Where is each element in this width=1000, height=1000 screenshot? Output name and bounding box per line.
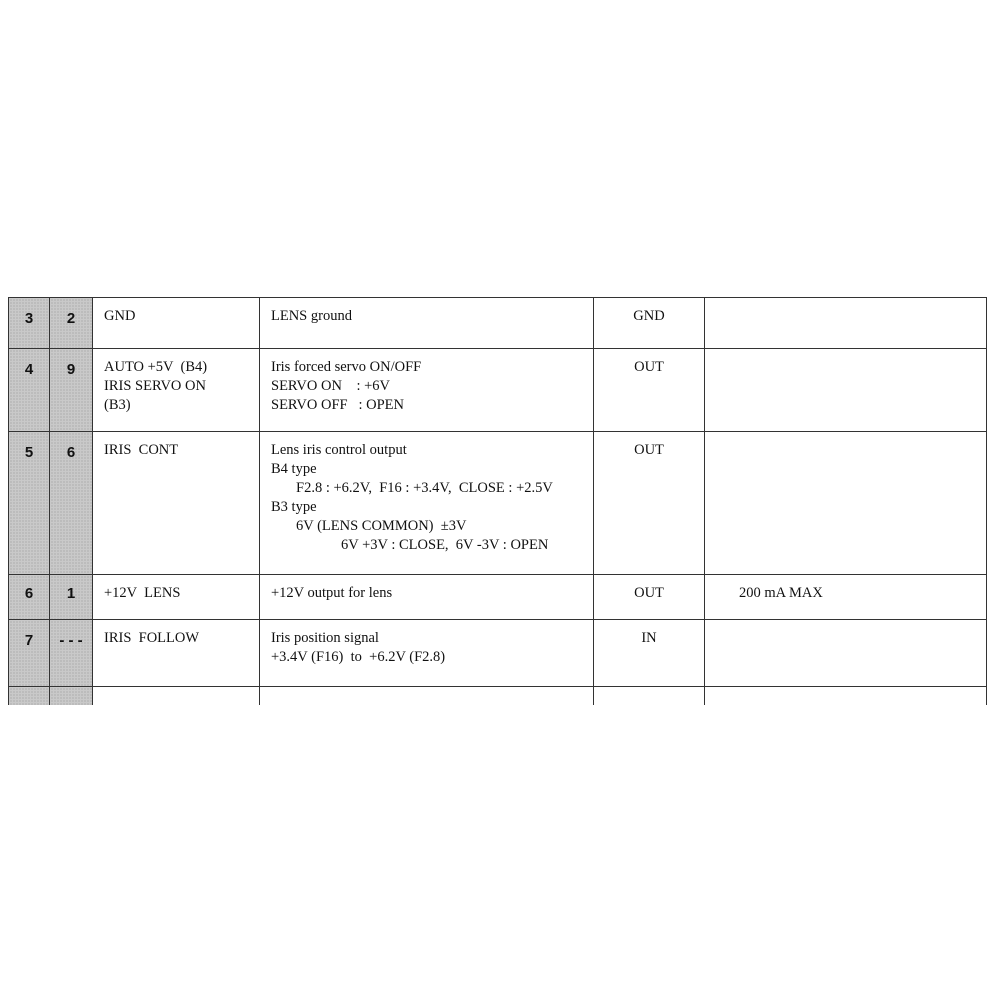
description-line: F2.8 : +6.2V, F16 : +3.4V, CLOSE : +2.5V <box>296 480 553 496</box>
description-line: Iris forced servo ON/OFF <box>271 359 422 375</box>
io-direction: IN <box>594 620 705 687</box>
pin-number-b: 1 <box>50 575 93 620</box>
signal-line: GND <box>104 308 136 324</box>
io-direction <box>594 687 705 706</box>
description-line: SERVO ON : +6V <box>271 378 390 394</box>
pin-number-a: 6 <box>9 575 50 620</box>
table-row <box>9 298 987 349</box>
table-row <box>9 349 987 432</box>
description-line: +3.4V (F16) to +6.2V (F2.8) <box>271 649 446 665</box>
table-row <box>9 620 987 687</box>
signal-description <box>260 687 594 706</box>
io-direction: OUT <box>594 575 705 620</box>
signal-description <box>260 575 594 620</box>
description-line: +12V output for lens <box>271 585 393 601</box>
description-line: Lens iris control output <box>271 442 407 458</box>
signal-name <box>93 432 260 575</box>
io-direction: OUT <box>594 349 705 432</box>
signal-description <box>260 620 594 687</box>
signal-name <box>93 687 260 706</box>
remarks <box>705 298 987 349</box>
pin-number-a: 7 <box>9 620 50 687</box>
table-row-partial <box>9 687 987 706</box>
remarks <box>705 620 987 687</box>
signal-line: +12V LENS <box>104 585 181 601</box>
pin-number-b <box>50 687 93 706</box>
signal-line: IRIS CONT <box>104 442 179 458</box>
signal-line: AUTO +5V (B4) <box>104 359 208 375</box>
signal-line: IRIS FOLLOW <box>104 630 200 646</box>
description-line: 6V (LENS COMMON) ±3V <box>296 518 467 534</box>
signal-name <box>93 349 260 432</box>
pin-number-b: - - - <box>50 620 93 687</box>
signal-line: (B3) <box>104 397 131 413</box>
signal-name <box>93 620 260 687</box>
description-line: B3 type <box>271 499 317 515</box>
pin-number-b: 9 <box>50 349 93 432</box>
signal-description <box>260 432 594 575</box>
remarks <box>705 687 987 706</box>
pin-number-b: 2 <box>50 298 93 349</box>
io-direction: GND <box>594 298 705 349</box>
pin-number-a: 3 <box>9 298 50 349</box>
pin-number-a <box>9 687 50 706</box>
io-direction: OUT <box>594 432 705 575</box>
remarks <box>705 432 987 575</box>
description-line: SERVO OFF : OPEN <box>271 397 404 413</box>
signal-description <box>260 298 594 349</box>
description-line: LENS ground <box>271 308 352 324</box>
signal-description <box>260 349 594 432</box>
signal-name <box>93 575 260 620</box>
pin-assignment-table <box>8 297 986 665</box>
description-line: B4 type <box>271 461 317 477</box>
pin-number-a: 5 <box>9 432 50 575</box>
table-row <box>9 432 987 575</box>
signal-name <box>93 298 260 349</box>
description-line: 6V +3V : CLOSE, 6V -3V : OPEN <box>341 537 549 553</box>
pin-number-b: 6 <box>50 432 93 575</box>
signal-line: IRIS SERVO ON <box>104 378 206 394</box>
pin-number-a: 4 <box>9 349 50 432</box>
description-line: Iris position signal <box>271 630 379 646</box>
remarks <box>705 349 987 432</box>
table-row <box>9 575 987 620</box>
remarks: 200 mA MAX <box>705 575 987 620</box>
